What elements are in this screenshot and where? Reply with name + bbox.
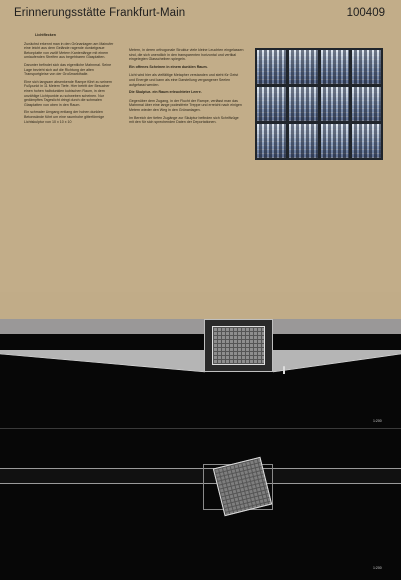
text-column-2 [129, 48, 244, 128]
emphasis-line: Ein offenes Scheinen in einem dunklen Raum. [129, 64, 208, 69]
paragraph: Im Bereich der tiefen Zugänge zur Skulptur befinden sich Schriftzüge mit den für sich sprechenden Daten der Deportationen. [129, 115, 239, 125]
sculpture-photo [352, 87, 381, 121]
plan-path-strip [0, 468, 401, 484]
competition-number: 100409 [346, 7, 385, 19]
sculpture-photo [321, 124, 350, 158]
sculpture-photo [352, 124, 381, 158]
drawing-divider [0, 428, 401, 429]
sculpture-photo [289, 87, 318, 121]
sculpture-photo [257, 124, 286, 158]
ramp-section-drawing [0, 350, 401, 392]
section-scale-label: 1:200 [373, 419, 382, 423]
paragraph: Eine sich langsam absenkende Rampe führt zu seinem Fußpunkt in 11 Metern Tiefe. Hier betritt der Besucher einen hohen halbdunklen kubischen Raum, in dem unzählige Lichtpunkte zu schweben scheinen. Nur gedämpftes Tageslicht dringt durch die schmalen Glasplatten von oben in den Raum. [24, 79, 112, 107]
person-scale-figure [283, 366, 285, 374]
sculpture-photo [321, 87, 350, 121]
sculpture-photo [257, 50, 286, 84]
sculpture-photo [289, 124, 318, 158]
plan-scale-label: 1:200 [373, 566, 382, 570]
paragraph: Licht wird hier als vielfältige Metapher verstanden und steht für Geist und Energie und kann als eine Darstellung vergangener Seelen aufgefasst werden. [129, 73, 239, 87]
sculpture-photo [321, 50, 350, 84]
paragraph: Zunächst erkennt man in den Grünanlagen am Mainufer eine leicht aus dem Gelände ragende dunkelgraue Betonplatte von zwölf Metern Kantenlänge mit einem umlaufenden Streifen aus begehbaren Glasplatten. [24, 41, 114, 60]
light-sculpture-photo-grid [255, 48, 383, 160]
emphasis-line: Die Skulptur- ein Raum erleuchteter Leere. [129, 90, 202, 95]
text-column-1 [24, 33, 118, 127]
ramp-wedge [0, 350, 205, 372]
sculpture-photo [352, 50, 381, 84]
stair-wedge [273, 350, 401, 372]
light-sculpture-section [212, 326, 265, 365]
sculpture-photo [257, 87, 286, 121]
memorial-cube-section [204, 319, 273, 372]
paragraph: Metern, in deren orthogonale Struktur viele kleine Leuchten eingelassen sind, die sich unendlich in den transparenten horizontal und vertikal eingelegten Glasscheiben spiegeln. [129, 48, 244, 62]
paragraph: Ein schmaler Umgang entlang der hohen dunklen Betonwände führt um eine raumhohe gitterförmige Lichtskulptur von 10 x 10 x 10 [24, 110, 105, 124]
column-heading: Lichtflecken [35, 33, 56, 37]
page-title: Erinnerungsstätte Frankfurt-Main [14, 7, 186, 19]
paragraph: Darunter befindet sich das eigentliche Mahnmal. Seine Lage bezieht sich auf die Richtung der alten Transportgleise von der Großmarkthalle. [24, 62, 112, 77]
paragraph: Gegenüber dem Zugang, in der Flucht der Rampe, verlässt man das Mahnmal über eine lange podestfreie Treppe und erreicht nach einigen Metern wieder den Weg in den Grünanlagen. [129, 98, 242, 112]
sculpture-photo [289, 50, 318, 84]
